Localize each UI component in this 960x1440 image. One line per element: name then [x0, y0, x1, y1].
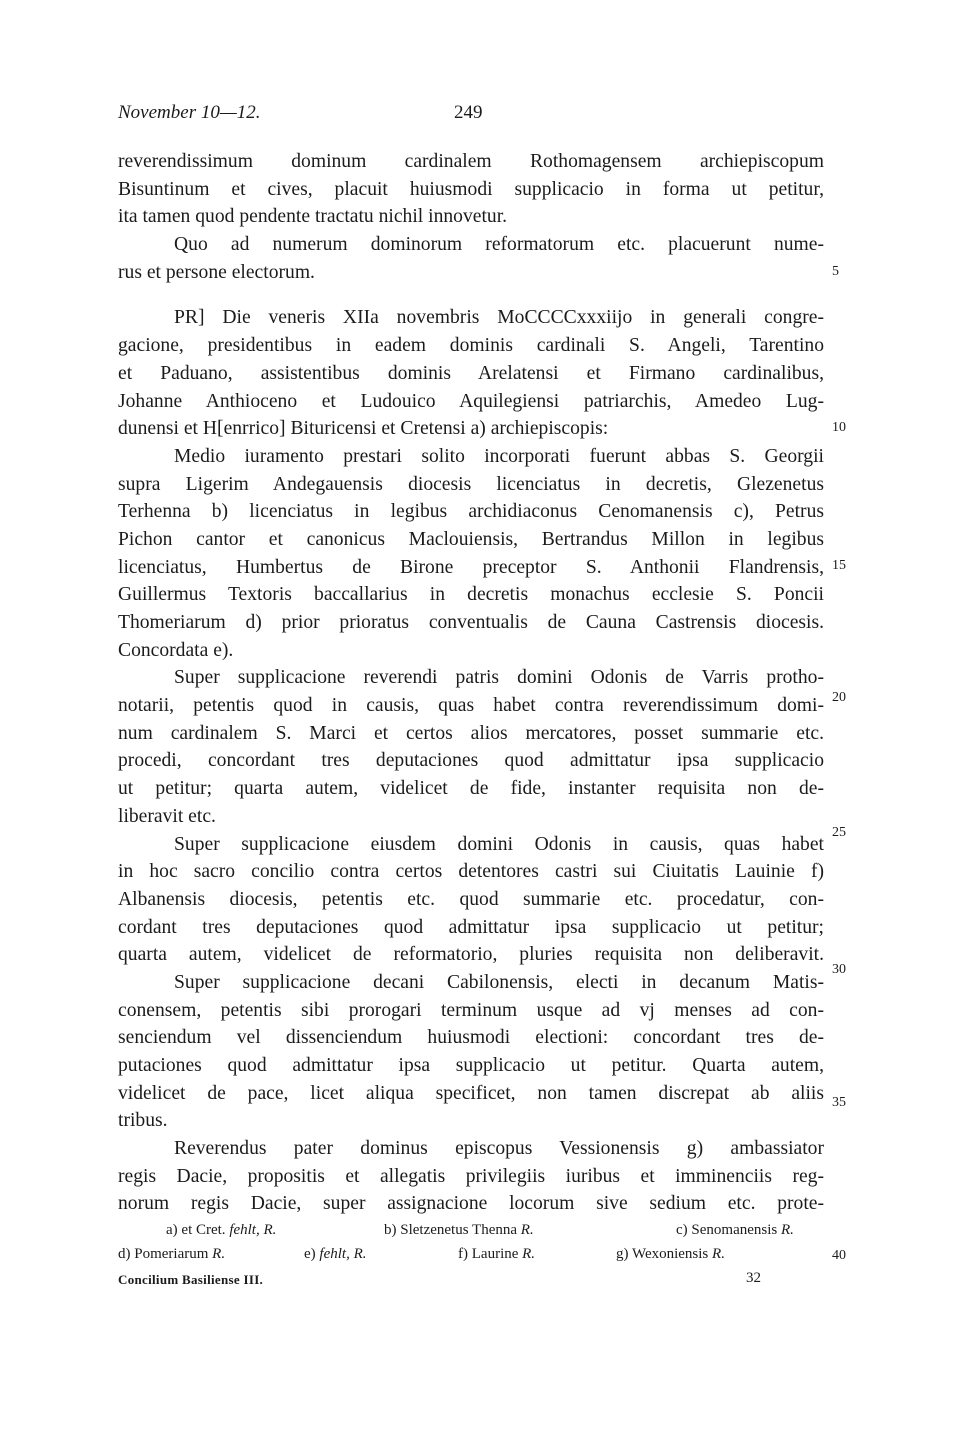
text-line: notarii, petentis quod in causis, quas habet contra reverendissimum domi-	[118, 695, 824, 717]
text-line: gacione, presidentibus in eadem dominis cardinali S. Angeli, Tarentino	[118, 335, 824, 357]
text-line-with-sigla	[118, 304, 824, 332]
text-line: tribus.	[118, 1110, 168, 1132]
text-line: Thomeriarum d) prior prioratus conventualis de Cauna Castrensis diocesis.	[118, 612, 824, 633]
text-line: et Paduano, assistentibus dominis Arelatensi et Firmano cardinalibus,	[118, 362, 824, 384]
margin-line-number: 5	[832, 264, 839, 279]
text-line: Concordata e).	[118, 639, 234, 661]
text-line: liberavit etc.	[118, 805, 216, 827]
footnote-c: c) Senomanensis R.	[676, 1222, 794, 1238]
margin-line-number: 40	[832, 1248, 846, 1263]
footnote-b: b) Sletzenetus Thenna R.	[384, 1222, 534, 1238]
text-line: Die veneris XIIa novembris MoCCCCxxxiijo in generali congre-	[222, 307, 824, 329]
text-line: regis Dacie, propositis et allegatis privilegiis iuribus et imminenciis reg-	[118, 1165, 824, 1187]
text-line: supra Ligerim Andegauensis diocesis licenciatus in decretis, Glezenetus	[118, 473, 824, 495]
text-line: Albanensis diocesis, petentis etc. quod summarie etc. procedatur, con-	[118, 888, 824, 910]
text-line: Super supplicacione reverendi patris domini Odonis de Varris protho-	[174, 667, 824, 689]
text-line: Medio iuramento prestari solito incorporati fuerunt abbas S. Georgii	[174, 445, 824, 467]
text-line: Pichon cantor et canonicus Maclouiensis, Bertrandus Millon in legibus	[118, 528, 824, 550]
text-line: senciendum vel dissenciendum huiusmodi electioni: concordant tres de-	[118, 1027, 824, 1049]
paragraph-gap	[118, 286, 824, 304]
text-line: licenciatus, Humbertus de Birone preceptor S. Anthonii Flandrensis,	[118, 556, 824, 578]
margin-line-number: 25	[832, 825, 846, 840]
text-line: dunensi et H[enrrico] Bituricensi et Cretensi a) archiepiscopis:	[118, 418, 609, 440]
text-line: Reverendus pater dominus episcopus Vessionensis g) ambassiator	[174, 1138, 824, 1160]
page-number: 249	[454, 102, 483, 123]
text-line: Guillermus Textoris baccallarius in decretis monachus ecclesie S. Poncii	[118, 584, 824, 606]
text-line: procedi, concordant tres deputaciones quod admittatur ipsa supplicacio	[118, 750, 824, 772]
text-line: Bisuntinum et cives, placuit huiusmodi supplicacio in forma ut petitur,	[118, 178, 824, 200]
text-line: Super supplicacione eiusdem domini Odonis in causis, quas habet	[174, 833, 824, 855]
footnotes	[118, 1218, 858, 1266]
sigla: PR]	[174, 307, 205, 329]
text-line: cordant tres deputaciones quod admittatur ipsa supplicacio ut petitur;	[118, 916, 824, 938]
text-line: ut petitur; quarta autem, videlicet de fide, instanter requisita non de-	[118, 778, 824, 800]
footnote-a: a) et Cret. fehlt, R.	[166, 1222, 277, 1238]
text-line: norum regis Dacie, super assignacione locorum sive sedium etc. prote-	[118, 1193, 824, 1215]
footnote-g: g) Wexoniensis R.	[616, 1246, 725, 1262]
text-line: Johanne Anthioceno et Ludouico Aquilegiensi patriarchis, Amedeo Lug-	[118, 390, 824, 412]
text-line: videlicet de pace, licet aliqua specificet, non tamen discrepat ab aliis	[118, 1082, 824, 1104]
footnote-row	[118, 1242, 858, 1266]
text-line: rus et persone electorum.	[118, 261, 315, 283]
series-title: Concilium Basiliense III.	[118, 1272, 264, 1287]
text-line: quarta autem, videlicet de reformatorio, pluries requisita non deliberavit.	[118, 944, 824, 966]
page-header	[118, 102, 824, 132]
margin-line-number: 30	[832, 962, 846, 977]
margin-line-number: 10	[832, 420, 846, 435]
body-text	[118, 148, 824, 1218]
footnote-e: e) fehlt, R.	[304, 1246, 367, 1262]
running-title: November 10—12.	[118, 102, 261, 123]
page-footer	[118, 1270, 768, 1294]
text-line: ita tamen quod pendente tractatu nichil innovetur.	[118, 206, 508, 228]
footnote-d: d) Pomeriarum R.	[118, 1246, 226, 1262]
text-line: Super supplicacione decani Cabilonensis, electi in decanum Matis-	[174, 971, 824, 993]
text-line: in hoc sacro concilio contra certos detentores castri sui Ciuitatis Lauinie f)	[118, 861, 824, 883]
margin-line-number: 35	[832, 1095, 846, 1110]
text-line: num cardinalem S. Marci et certos alios mercatores, posset summarie etc.	[118, 722, 824, 744]
margin-line-number: 15	[832, 558, 846, 573]
text-line: reverendissimum dominum cardinalem Rothomagensem archiepiscopum	[118, 151, 824, 172]
margin-line-number: 20	[832, 690, 846, 705]
footnote-row	[118, 1218, 858, 1242]
text-line: Quo ad numerum dominorum reformatorum etc. placuerunt nume-	[174, 234, 824, 256]
signature-number: 32	[746, 1270, 761, 1286]
footnote-f: f) Laurine R.	[458, 1246, 536, 1262]
text-line: putaciones quod admittatur ipsa supplicacio ut petitur. Quarta autem,	[118, 1055, 824, 1076]
text-line: conensem, petentis sibi prorogari terminum usque ad vj menses ad con-	[118, 999, 824, 1021]
text-line: Terhenna b) licenciatus in legibus archidiaconus Cenomanensis c), Petrus	[118, 501, 824, 523]
